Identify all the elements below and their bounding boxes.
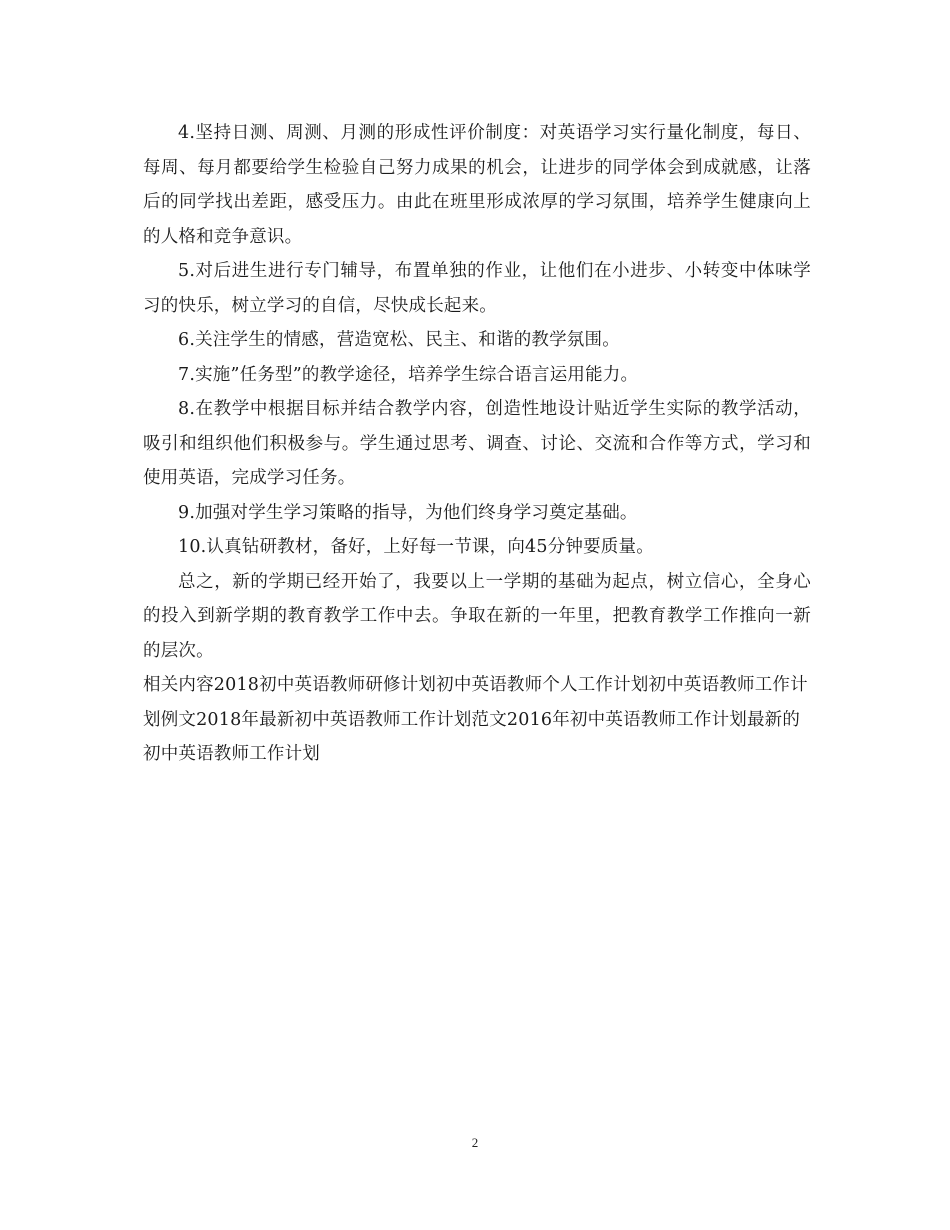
paragraph-item-5: 5.对后进生进行专门辅导，布置单独的作业，让他们在小进步、小转变中体味学习的快乐，树立学习的自信，尽快成长起来。: [143, 261, 811, 316]
paragraph-item-7: 7.实施”任务型”的教学途径，培养学生综合语言运用能力。: [178, 364, 639, 385]
summary-paragraph: 总之，新的学期已经开始了，我要以上一学期的基础为起点，树立信心，全身心的投入到新学期的教育教学工作中去。争取在新的一年里，把教育教学工作推向一新的层次。: [143, 571, 811, 661]
paragraph-item-9: 9.加强对学生学习策略的指导，为他们终身学习奠定基础。: [178, 502, 638, 523]
document-body: [143, 116, 811, 772]
paragraph-item-4: 4.坚持日测、周测、月测的形成性评价制度：对英语学习实行量化制度，每日、每周、每月都要给学生检验自己努力成果的机会，让进步的同学体会到成就感，让落后的同学找出差距，感受压力。由此在班里形成浓厚的学习氛围，培养学生健康向上的人格和竞争意识。: [143, 123, 811, 247]
related-content-links[interactable]: 相关内容2018初中英语教师研修计划初中英语教师个人工作计划初中英语教师工作计划例文2018年最新初中英语教师工作计划范文2016年初中英语教师工作计划最新的初中英语教师工作计划: [143, 675, 808, 764]
paragraph-item-8: 8.在教学中根据目标并结合教学内容，创造性地设计贴近学生实际的教学活动，吸引和组织他们积极参与。学生通过思考、调查、讨论、交流和合作等方式，学习和使用英语，完成学习任务。: [143, 399, 811, 488]
paragraph-item-6: 6.关注学生的情感，营造宽松、民主、和谐的教学氛围。: [178, 330, 620, 350]
paragraph-item-10: 10.认真钻研教材，备好，上好每一节课，向45分钟要质量。: [178, 537, 654, 557]
page-number: 2: [471, 1135, 479, 1150]
